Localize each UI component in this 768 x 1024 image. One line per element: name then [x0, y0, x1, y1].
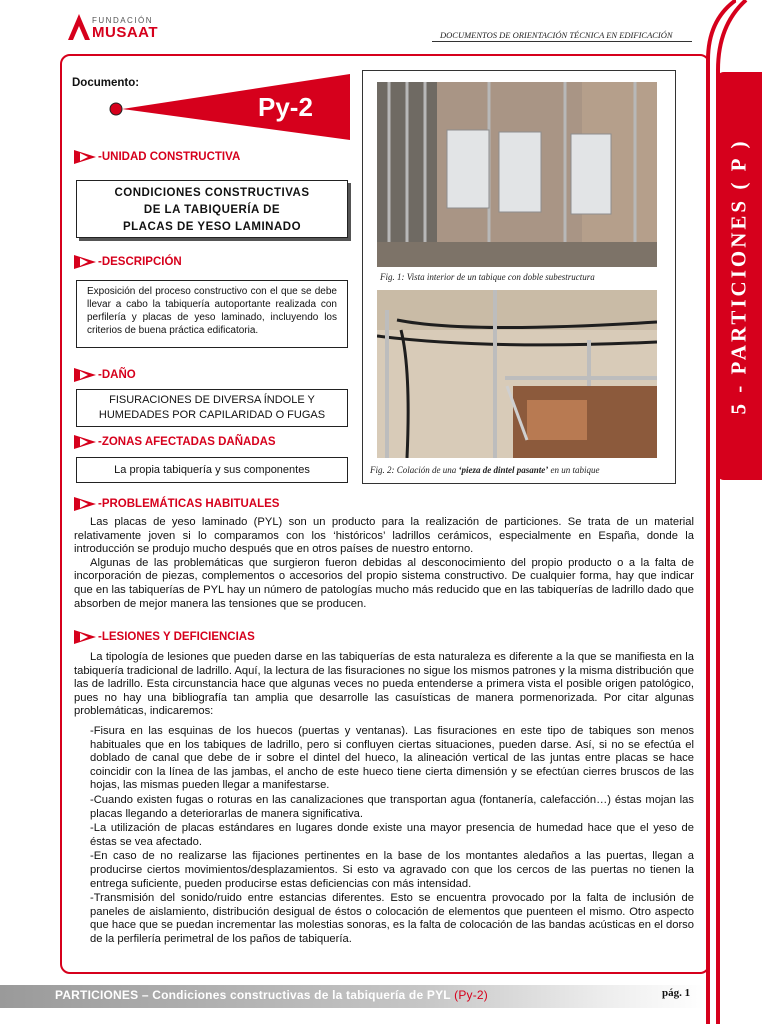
problematicas-paragraph-2: Algunas de las problemáticas que surgieron fueron debidas al desconocimiento del propio producto o a la falta de incorporación de piezas, complementos o accesorios del propio sistema constructivo. De cualquier forma, hay que indicar que en las tabiquerías de PYL hay un número de patologías mucho más reducido que en las tabiquerías de ladrillo dado que absorben de mejor manera las tensiones que se producen. [74, 556, 694, 610]
list-item: -En caso de no realizarse las fijaciones pertinentes en la base de los montantes aledaños a las puertas, llegan a producirse ciertos movimientos/desplazamientos. Si esto va agravado con que los cercos de las puertas no tienen la entrega suficiente, pueden producirse estas deficiencias con más intensidad. [90, 850, 694, 890]
arrow-icon [74, 630, 96, 644]
arrow-icon [74, 255, 96, 269]
musaat-logo [68, 14, 178, 48]
footer-title: PARTICIONES – Condiciones constructivas de la tabiquería de PYL (Py-2) [55, 988, 488, 1002]
figure-1-photo [377, 82, 657, 267]
document-label: Documento: [72, 77, 140, 89]
lesiones-list [90, 725, 694, 948]
arrow-icon [74, 497, 96, 511]
problematicas-text [74, 516, 694, 611]
problematicas-paragraph-1: Las placas de yeso laminado (PYL) son un producto para la realización de particiones. Se trata de un material relativamente joven si lo comparamos con los ‘históricos’ ladrillos cerámicos, especialmente en España, donde la introducción se produjo mucho después que en otros países de nuestro entorno. [74, 516, 694, 556]
arrow-icon [74, 150, 96, 164]
list-item: -Transmisión del sonido/ruido entre estancias diferentes. Esto se encuentra provocado por la falta de inclusión de paneles de aislamiento, distribución desigual de éstos o colocación de elementos que puenteen el mismo. Otro aspecto que hace que se puedan incrementar las molestias sonoras, es la falta de colocación de las bandas acústicas en el dorso de la perfilería perimetral de los paños de tabiquería. [90, 892, 694, 945]
zonas-box: La propia tabiquería y sus componentes [76, 457, 348, 483]
list-item: -La utilización de placas estándares en lugares donde existe una mayor presencia de humedad hace que el yeso de éstas se vea afectado. [90, 822, 694, 848]
section-tab-label: 5 - PARTICIONES ( P ) [726, 138, 751, 414]
heading-problematicas: -PROBLEMÁTICAS HABITUALES [74, 497, 279, 511]
unidad-line-2: DE LA TABIQUERÍA DE [143, 204, 281, 216]
header-rule [432, 41, 692, 42]
page-number: pág. 1 [662, 987, 691, 999]
lesiones-intro: La tipología de lesiones que pueden darse en las tabiquerías de esta naturaleza es diferente a la que se manifiesta en la tabiquería tradicional de ladrillo. Aquí, la lectura de las fisuraciones no sigue los mismos patrones y la misma distribución que las de ladrillo. Esta circunstancia hace que algunas veces no pueda entenderse a primera vista el posible origen patológico, pues no hay una bibliografía tan amplia que desarrolle las casuísticas de manera pormenorizada. Por citar algunas problemáticas, indicaremos: [74, 651, 694, 718]
footer-code: (Py-2) [454, 988, 488, 1002]
musaat-logo-icon [68, 14, 90, 40]
arrow-icon [74, 368, 96, 382]
document-code-banner [108, 72, 354, 142]
logo-name-text: MUSAAT [92, 24, 159, 41]
unidad-line-1: CONDICIONES CONSTRUCTIVAS [114, 187, 310, 199]
heading-zonas-afectadas: -ZONAS AFECTADAS DAÑADAS [74, 435, 276, 449]
list-item: -Cuando existen fugas o roturas en las canalizaciones que transportan agua (fontanería, calefacción…) éstas mojan las placas llegando a deteriorarlas de manera significativa. [90, 793, 694, 820]
logo-foundation-text: FUNDACIÓN [92, 16, 154, 25]
descripcion-box: Exposición del proceso constructivo con el que se debe llevar a cabo la tabiquería autoportante realizada con perfilería y placas de yeso laminado, incluyendo los criterios de buena práctica edificatoria. [76, 280, 348, 348]
heading-dano: -DAÑO [74, 368, 136, 382]
list-item: -Fisura en las esquinas de los huecos (puertas y ventanas). Las fisuraciones en este tipo de tabiques son menos habituales que en los tabiques de ladrillo, pero si confluyen ciertas situaciones, pueden darse. Así, si no se efectúa el doblado de canal que debe de ir sobre el dintel del hueco, la alineación vertical de las juntas entre placas se hace coincidir con la línea de las jambas, el ancho de este hueco tiene cierta dimensión y se efectúan cierres bruscos de las hojas, las mismas pueden llegar a manifestarse. [90, 725, 694, 792]
heading-unidad-constructiva: -UNIDAD CONSTRUCTIVA [74, 150, 240, 164]
dano-line-1: FISURACIONES DE DIVERSA ÍNDOLE Y [109, 394, 315, 406]
arrow-icon [74, 435, 96, 449]
header-title: DOCUMENTOS DE ORIENTACIÓN TÉCNICA EN EDIFICACIÓN [440, 30, 673, 40]
figure-1-caption: Fig. 1: Vista interior de un tabique con doble subestructura [380, 272, 595, 282]
figure-2-caption: Fig. 2: Colación de una ‘pieza de dintel pasante’ en un tabique [370, 465, 600, 475]
heading-lesiones: -LESIONES Y DEFICIENCIAS [74, 630, 255, 644]
unidad-constructiva-box [76, 180, 348, 238]
unidad-line-3: PLACAS DE YESO LAMINADO [122, 221, 302, 233]
heading-descripcion: -DESCRIPCIÓN [74, 255, 182, 269]
document-code: Py-2 [258, 92, 313, 122]
dano-line-2: HUMEDADES POR CAPILARIDAD O FUGAS [98, 409, 326, 421]
figure-2-photo [377, 290, 657, 458]
dano-box [76, 389, 348, 427]
